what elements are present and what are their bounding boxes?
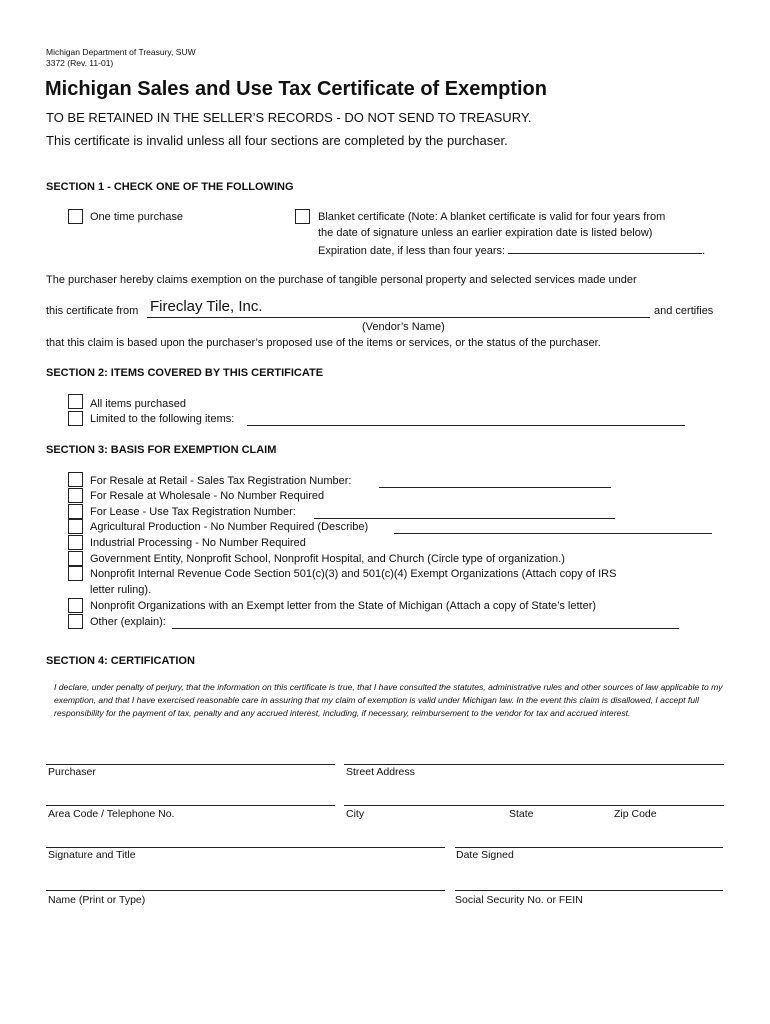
section2-heading: SECTION 2: ITEMS COVERED BY THIS CERTIFICATE: [46, 367, 324, 379]
ssn-fein-label: Social Security No. or FEIN: [455, 894, 583, 906]
section1-heading: SECTION 1 - CHECK ONE OF THE FOLLOWING: [46, 181, 294, 193]
street-address-field[interactable]: [344, 764, 724, 765]
nonprofit-state-checkbox[interactable]: [68, 598, 83, 613]
vendor-name-field[interactable]: Fireclay Tile, Inc.: [150, 298, 263, 315]
resale-wholesale-checkbox[interactable]: [68, 488, 83, 503]
resale-retail-checkbox[interactable]: [68, 472, 83, 487]
resale-retail-label: For Resale at Retail - Sales Tax Registration Number:: [90, 475, 352, 487]
limited-items-label: Limited to the following items:: [90, 413, 235, 425]
use-tax-registration-field[interactable]: [314, 518, 615, 519]
resale-wholesale-label: For Resale at Wholesale - No Number Required: [90, 490, 325, 502]
lease-checkbox[interactable]: [68, 504, 83, 519]
zip-code-label: Zip Code: [614, 808, 657, 820]
section4-heading: SECTION 4: CERTIFICATION: [46, 655, 195, 667]
section3-heading: SECTION 3: BASIS FOR EXEMPTION CLAIM: [46, 444, 277, 456]
vendor-caption: (Vendor’s Name): [362, 321, 445, 333]
purchaser-label: Purchaser: [48, 766, 96, 778]
street-address-label: Street Address: [346, 766, 415, 778]
sales-tax-registration-field[interactable]: [379, 487, 611, 488]
limited-items-field[interactable]: [247, 425, 685, 426]
date-signed-field[interactable]: [455, 847, 723, 848]
telephone-label: Area Code / Telephone No.: [48, 808, 175, 820]
city-label: City: [346, 808, 365, 820]
government-entity-label: Government Entity, Nonprofit School, Nonprofit Hospital, and Church (Circle type of organization.): [90, 553, 565, 565]
expiration-date-field[interactable]: [508, 243, 702, 254]
claim-text-line3: that this claim is based upon the purchaser’s proposed use of the items or services, or the status of the purchaser.: [46, 337, 601, 349]
other-label: Other (explain):: [90, 616, 166, 628]
vendor-name-line: [147, 317, 650, 318]
industrial-label: Industrial Processing - No Number Required: [90, 537, 306, 549]
date-signed-label: Date Signed: [456, 849, 514, 861]
limited-items-checkbox[interactable]: [68, 411, 83, 426]
one-time-purchase-label: One time purchase: [90, 211, 183, 223]
all-items-label: All items purchased: [90, 398, 186, 410]
industrial-checkbox[interactable]: [68, 535, 83, 550]
form-revision: 3372 (Rev. 11-01): [46, 58, 114, 68]
name-print-label: Name (Print or Type): [48, 894, 146, 906]
telephone-field[interactable]: [46, 805, 335, 806]
expiration-date-row: Expiration date, if less than four years: .: [318, 245, 706, 257]
claim-text-line1: The purchaser hereby claims exemption on the purchase of tangible personal property and selected services made under: [46, 274, 637, 286]
nonprofit-irs-label: Nonprofit Internal Revenue Code Section 501(c)(3) and 501(c)(4) Exempt Organizations (Attach copy of IRS: [90, 568, 617, 580]
nonprofit-state-label: Nonprofit Organizations with an Exempt letter from the State of Michigan (Attach a copy of State’s letter): [90, 600, 597, 612]
and-certifies-label: and certifies: [654, 305, 714, 317]
retain-notice: TO BE RETAINED IN THE SELLER’S RECORDS - DO NOT SEND TO TREASURY.: [46, 110, 532, 125]
other-checkbox[interactable]: [68, 614, 83, 629]
certification-declaration: I declare, under penalty of perjury, that the information on this certificate is true, that I have consulted the statutes, administrative rules and other sources of law applicable to my exemption, and that I have exercised reasonable care in assuring that my claim of exemption is valid under Michigan law. In the event this claim is disallowed, I accept full responsibility for the payment of tax, penalty and any accrued interest, including, if necessary, reimbursement to the vendor for tax and accrued interest.: [54, 682, 723, 718]
agency-name: Michigan Department of Treasury, SUW: [46, 47, 196, 57]
state-label: State: [509, 808, 534, 820]
name-print-field[interactable]: [46, 890, 445, 891]
signature-field[interactable]: [46, 847, 445, 848]
other-explain-field[interactable]: [172, 628, 679, 629]
all-items-checkbox[interactable]: [68, 394, 83, 409]
lease-label: For Lease - Use Tax Registration Number:: [90, 506, 296, 518]
blanket-certificate-note: the date of signature unless an earlier expiration date is listed below): [318, 227, 653, 239]
page-title: Michigan Sales and Use Tax Certificate of Exemption: [45, 78, 547, 100]
blanket-certificate-label: Blanket certificate (Note: A blanket certificate is valid for four years from: [318, 211, 666, 223]
invalid-notice: This certificate is invalid unless all four sections are completed by the purchaser.: [46, 133, 508, 148]
agricultural-label: Agricultural Production - No Number Required (Describe): [90, 521, 369, 533]
claim-from-label: this certificate from: [46, 305, 139, 317]
nonprofit-irs-label-cont: letter ruling).: [90, 584, 152, 596]
expiration-date-label: Expiration date, if less than four years:: [318, 245, 506, 257]
government-entity-checkbox[interactable]: [68, 551, 83, 566]
signature-label: Signature and Title: [48, 849, 136, 861]
city-state-zip-field[interactable]: [344, 805, 724, 806]
purchaser-field[interactable]: [46, 764, 335, 765]
nonprofit-irs-checkbox[interactable]: [68, 566, 83, 581]
blanket-certificate-checkbox[interactable]: [295, 209, 310, 224]
agricultural-describe-field[interactable]: [394, 533, 712, 534]
ssn-fein-field[interactable]: [455, 890, 723, 891]
agricultural-checkbox[interactable]: [68, 519, 83, 534]
one-time-purchase-checkbox[interactable]: [68, 209, 83, 224]
